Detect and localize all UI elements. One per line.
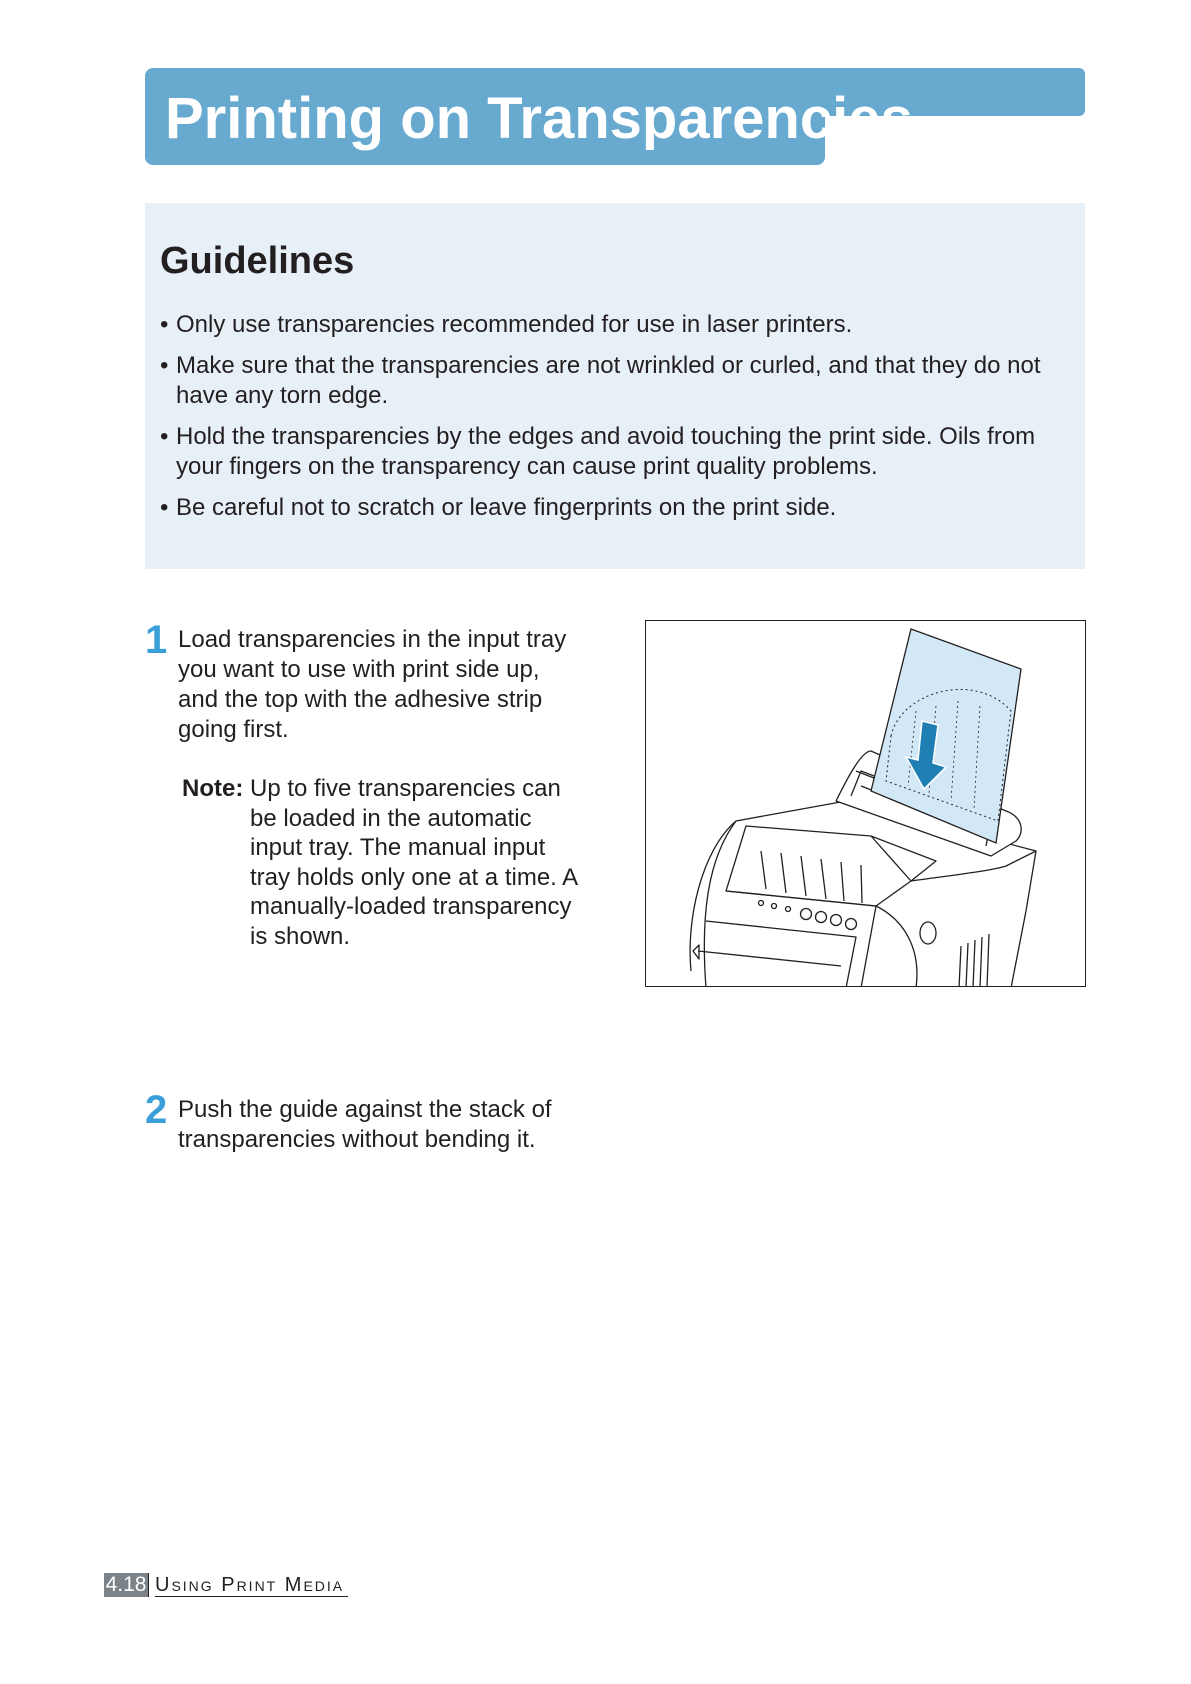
bullet-icon: •	[160, 311, 169, 338]
guideline-text: Make sure that the transparencies are not wrinkled or curled, and that they do not have any torn edge.	[176, 352, 1041, 409]
guideline-list	[160, 310, 1070, 534]
bullet-icon: •	[160, 423, 169, 450]
footer-page-number: 4.18	[105, 1573, 147, 1596]
step-1-text: Load transparencies in the input tray you want to use with print side up, and the top with the adhesive strip going first.	[178, 626, 567, 743]
footer-section-label: Using Print Media	[155, 1573, 348, 1597]
bullet-icon: •	[160, 494, 169, 521]
step-2-number: 2	[145, 1088, 168, 1132]
list-item	[160, 351, 1070, 411]
footer-divider	[148, 1573, 149, 1597]
printer-illustration	[645, 620, 1086, 987]
step-1-number: 1	[145, 618, 168, 662]
list-item	[160, 310, 1070, 340]
note-text: Up to five transparencies can be loaded in the automatic input tray. The manual input tray holds only one at a time. A manually-loaded transparency is shown.	[250, 775, 579, 950]
guideline-text: Be careful not to scratch or leave fingerprints on the print side.	[176, 494, 837, 521]
list-item	[160, 493, 1070, 523]
printer-loading-transparency-icon	[646, 621, 1086, 987]
guideline-text: Hold the transparencies by the edges and avoid touching the print side. Oils from your fingers on the transparency can cause print quality problems.	[176, 423, 1036, 480]
page-title: Printing on Transparencies	[165, 86, 913, 151]
note-label: Note:	[182, 775, 244, 802]
list-item	[160, 422, 1070, 482]
step-2-text: Push the guide against the stack of transparencies without bending it.	[178, 1096, 552, 1153]
guidelines-heading: Guidelines	[160, 240, 355, 282]
bullet-icon: •	[160, 352, 169, 379]
guideline-text: Only use transparencies recommended for use in laser printers.	[176, 311, 853, 338]
